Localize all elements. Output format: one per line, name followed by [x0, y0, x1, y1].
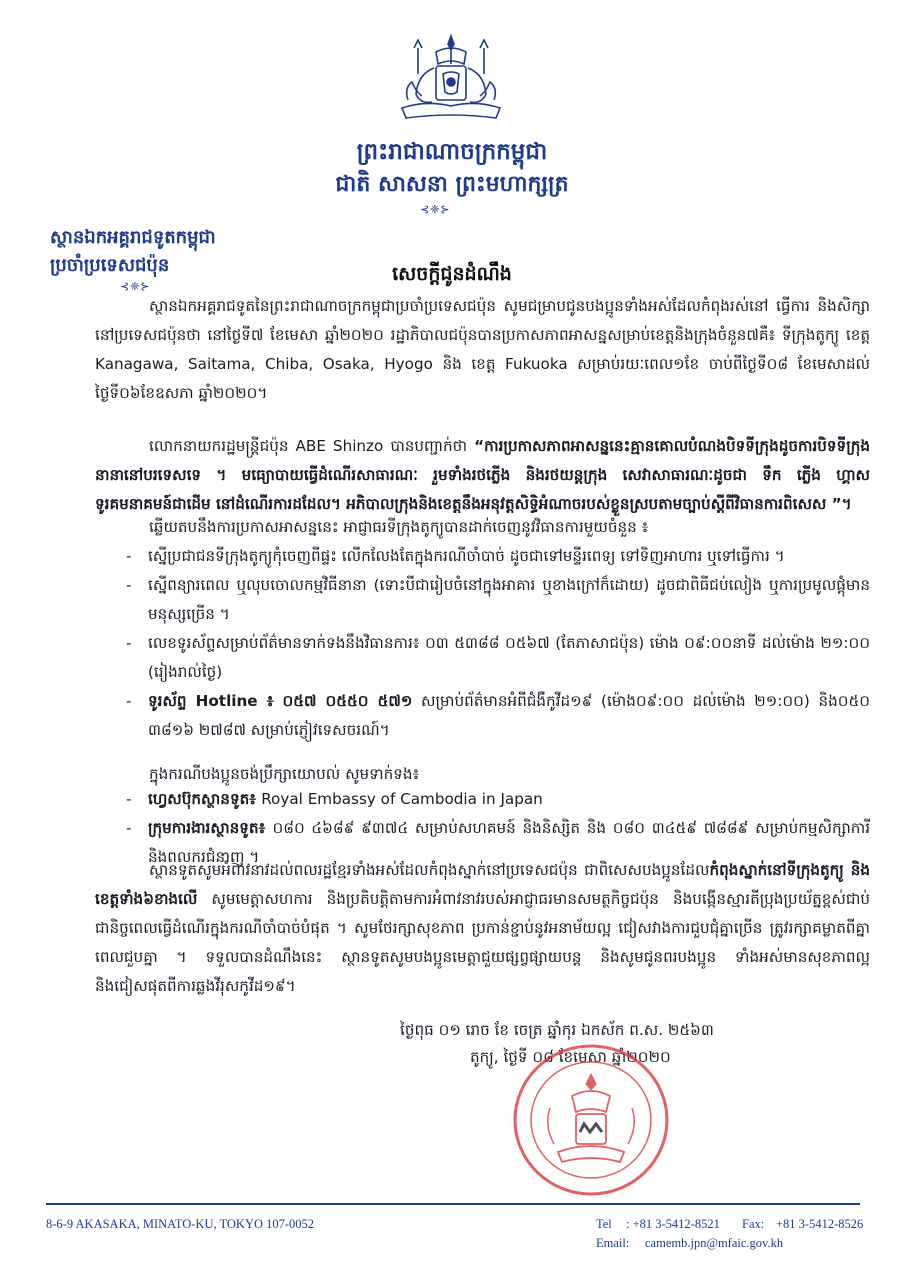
list-item-hotline: [148, 687, 870, 745]
paragraph-announcement: ស្ថានឯកអគ្គរាជទូតនៃព្រះរាជាណាចក្រកម្ពុជាប្រចាំប្រទេសជប៉ុន សូមជម្រាបជូនបងប្អូនទាំងអស់ដែលកំពុងរស់នៅ ធ្វើការ និងសិក្សានៅប្រទេសជប៉ុនថា នៅថ្ងៃទី៧ ខែមេសា ឆ្នាំ២០២០ រដ្ឋាភិបាលជប៉ុនបានប្រកាសភាពអាសន្នសម្រាប់ខេត្តនិងក្រុងចំនួន៧គឺ៖ ទីក្រុងតូក្យូ ខេត្ត Kanagawa, Saitama, Chiba, Osaka, Hyogo និង ខេត្ត Fukuoka សម្រាប់រយៈពេល១ខែ ចាប់ពីថ្ងៃទី០៨ ខែមេសាដល់ថ្ងៃទី០៦ខែឧសភា ឆ្នាំ២០២០។: [95, 297, 870, 402]
appeal-bold-text: កំពុងស្នាក់នៅទីក្រុងតូក្យូ និងខេត្តទាំង៦ខាងលើ: [95, 861, 870, 908]
fax-number: +81 3-5412-8526: [776, 1217, 864, 1231]
paragraph-appeal: [95, 856, 870, 1001]
hotline-number: ០៥៧ ០៥៥០ ៥៧១: [282, 692, 413, 710]
embassy-country: ប្រចាំប្រទេសជប៉ុន: [50, 255, 170, 276]
royal-coat-of-arms-icon: [396, 34, 506, 126]
team-label: ក្រុមការងារស្ថានទូត៖: [148, 819, 273, 837]
paragraph-prime-minister: [95, 432, 870, 519]
email-address[interactable]: camemb.jpn@mfaic.gov.kh: [645, 1236, 784, 1250]
ornament-divider: ⊰❈⊱: [420, 203, 451, 216]
measures-list: [148, 542, 870, 745]
paragraph-contact-intro: ក្នុងករណីបងប្អូនចង់ប្រឹក្សាយោបល់ សូមទាក់ទង៖: [149, 765, 420, 783]
fax-label: Fax:: [742, 1217, 765, 1231]
team-phone-numbers: ០៨០ ៤៦៨៩ ៩៣៧៤ សម្រាប់សហគមន៍ និងនិស្សិត និង ០៨០ ៣៤៥៩ ៧៨៨៩ សម្រាប់កម្មសិក្សាការី និងពលករជំនាញ ។: [148, 819, 871, 866]
list-item: - ស្នើពន្យារពេល ឬលុបចោលកម្មវិធីនានា (ទោះបីជារៀបចំនៅក្នុងអាគារ ឬខាងក្រៅក៏ដោយ) ដូចជាពិធីជប់លៀង ឬការប្រមូលផ្តុំមានមនុស្សច្រើន ។: [148, 571, 870, 629]
list-item: - លេខទូរស័ព្ទសម្រាប់ព័ត៌មានទាក់ទងនឹងវិធានការ៖ ០៣ ៥៣៨៨ ០៥៦៧ (តែភាសាជប៉ុន) ម៉ោង ០៩:០០នាទី ដល់ម៉ោង ២១:០០ (រៀងរាល់ថ្ងៃ): [148, 629, 870, 687]
tel-label: Tel: [596, 1217, 612, 1231]
pm-intro-text: លោកនាយករដ្ឋមន្ត្រីជប៉ុន ABE Shinzo បានបញ្ជាក់ថា: [149, 437, 475, 455]
solar-date: តូក្យូ, ថ្ងៃទី ០៨ ខែមេសា ឆ្នាំ២០២០: [470, 1048, 671, 1066]
kingdom-name: ព្រះរាជាណាចក្រកម្ពុជា: [356, 139, 548, 165]
list-item-facebook: [148, 785, 870, 814]
ornament-divider: ⊰❈⊱: [120, 280, 151, 293]
appeal-intro-text: ស្ថានទូតសូមអំពាវនាវដល់ពលរដ្ឋខ្មែរទាំងអស់ដែលកំពុងស្នាក់នៅប្រទេសជប៉ុន ជាពិសេសបងប្អូនដែល: [149, 861, 710, 879]
lunar-date: ថ្ងៃពុធ ០១ រោច ខែ ចេត្រ ឆ្នាំកុរ ឯកស័ក ព.ស. ២៥៦៣: [400, 1021, 714, 1039]
document-title: សេចក្តីជូនដំណឹង: [392, 263, 512, 285]
national-motto: ជាតិ សាសនា ព្រះមហាក្សត្រ: [335, 172, 569, 197]
appeal-rest-text: សូមមេត្តាសហការ និងប្រតិបត្តិតាមការអំពាវនាវរបស់អាជ្ញាធរមានសមត្ថកិច្ចជប៉ុន និងបង្កើនស្មារតីប្រុងប្រយ័ត្នខ្ពស់ជាប់ជានិច្ចពេលធ្វើដំណើរក្នុងករណីចាំបាច់បំផុត ។ សូមថែរក្សាសុខភាព ប្រកាន់ខ្ជាប់នូវអនាម័យល្អ ជៀសវាងការជួបជុំគ្នាច្រើន ត្រូវរក្សាគម្លាតពីគ្នាពេលជួបគ្នា ។ ទទួលបានដំណឹងនេះ ស្ថានទូតសូមបងប្អូនមេត្តាជួយផ្សព្វផ្សាយបន្ត និងសូមជូនពរបងប្អូន ទាំងអស់មានសុខភាពល្អ និងជៀសផុតពីការឆ្លងវីរុសកូវីដ១៩។: [95, 890, 870, 995]
facebook-label: ហ្វេសប៊ុកស្ថានទូត៖: [148, 790, 262, 808]
footer-address: 8-6-9 AKASAKA, MINATO-KU, TOKYO 107-0052: [46, 1217, 315, 1231]
pm-quote-text: “ការប្រកាសភាពអាសន្ននេះគ្មានគោលបំណងបិទទីក្រុងដូចការបិទទីក្រុងនានានៅបរទេសទេ ។ មធ្យោបាយធ្វើដំណើរសាធារណៈ រួមទាំងរថភ្លើង និងរថយន្តក្រុង សេវាសាធារណៈដូចជា ទឹក ភ្លើង ហ្គាស ទូរគមនាគមន៍ជាដើម នៅដំណើរការដដែល។ អភិបាលក្រុងនិងខេត្តនឹងអនុវត្តសិទ្ធិអំណាចរបស់ខ្លួនស្របតាមច្បាប់ស្តីពីវិធានការពិសេស ”។: [95, 437, 870, 513]
embassy-name: ស្ថានឯកអគ្គរាជទូតកម្ពុជា: [50, 227, 216, 248]
email-label: Email:: [596, 1236, 630, 1250]
hotline-details: សម្រាប់ព័ត៌មានអំពីជំងឺកូវីដ១៩ (ម៉ោង០៩:០០ ដល់ម៉ោង ២១:០០) និង០៥០ ៣៨១៦ ២៧៨៧ សម្រាប់ភ្ញៀវទេសចរណ៍។: [148, 692, 871, 739]
hotline-label: ទូរស័ព្ទ Hotline ៖: [148, 692, 283, 710]
embassy-seal-stamp-icon: [510, 1040, 672, 1200]
footer-divider: [46, 1203, 860, 1205]
paragraph-measures-intro: ឆ្លើយតបនឹងការប្រកាសអាសន្ននេះ អាជ្ញាធរទីក្រុងតូក្យូបានដាក់ចេញនូវវិធានការមួយចំនួន ៖: [149, 518, 649, 536]
list-item: - ស្នើប្រជាជនទីក្រុងតូក្យូកុំចេញពីផ្ទះ លើកលែងតែក្នុងករណីចាំបាច់ ដូចជាទៅមន្ទីរពេទ្យ ទៅទិញអាហារ ឬទៅធ្វើការ ។: [148, 542, 870, 571]
tel-number: : +81 3-5412-8521: [626, 1217, 720, 1231]
facebook-page-name: Royal Embassy of Cambodia in Japan: [261, 790, 543, 808]
